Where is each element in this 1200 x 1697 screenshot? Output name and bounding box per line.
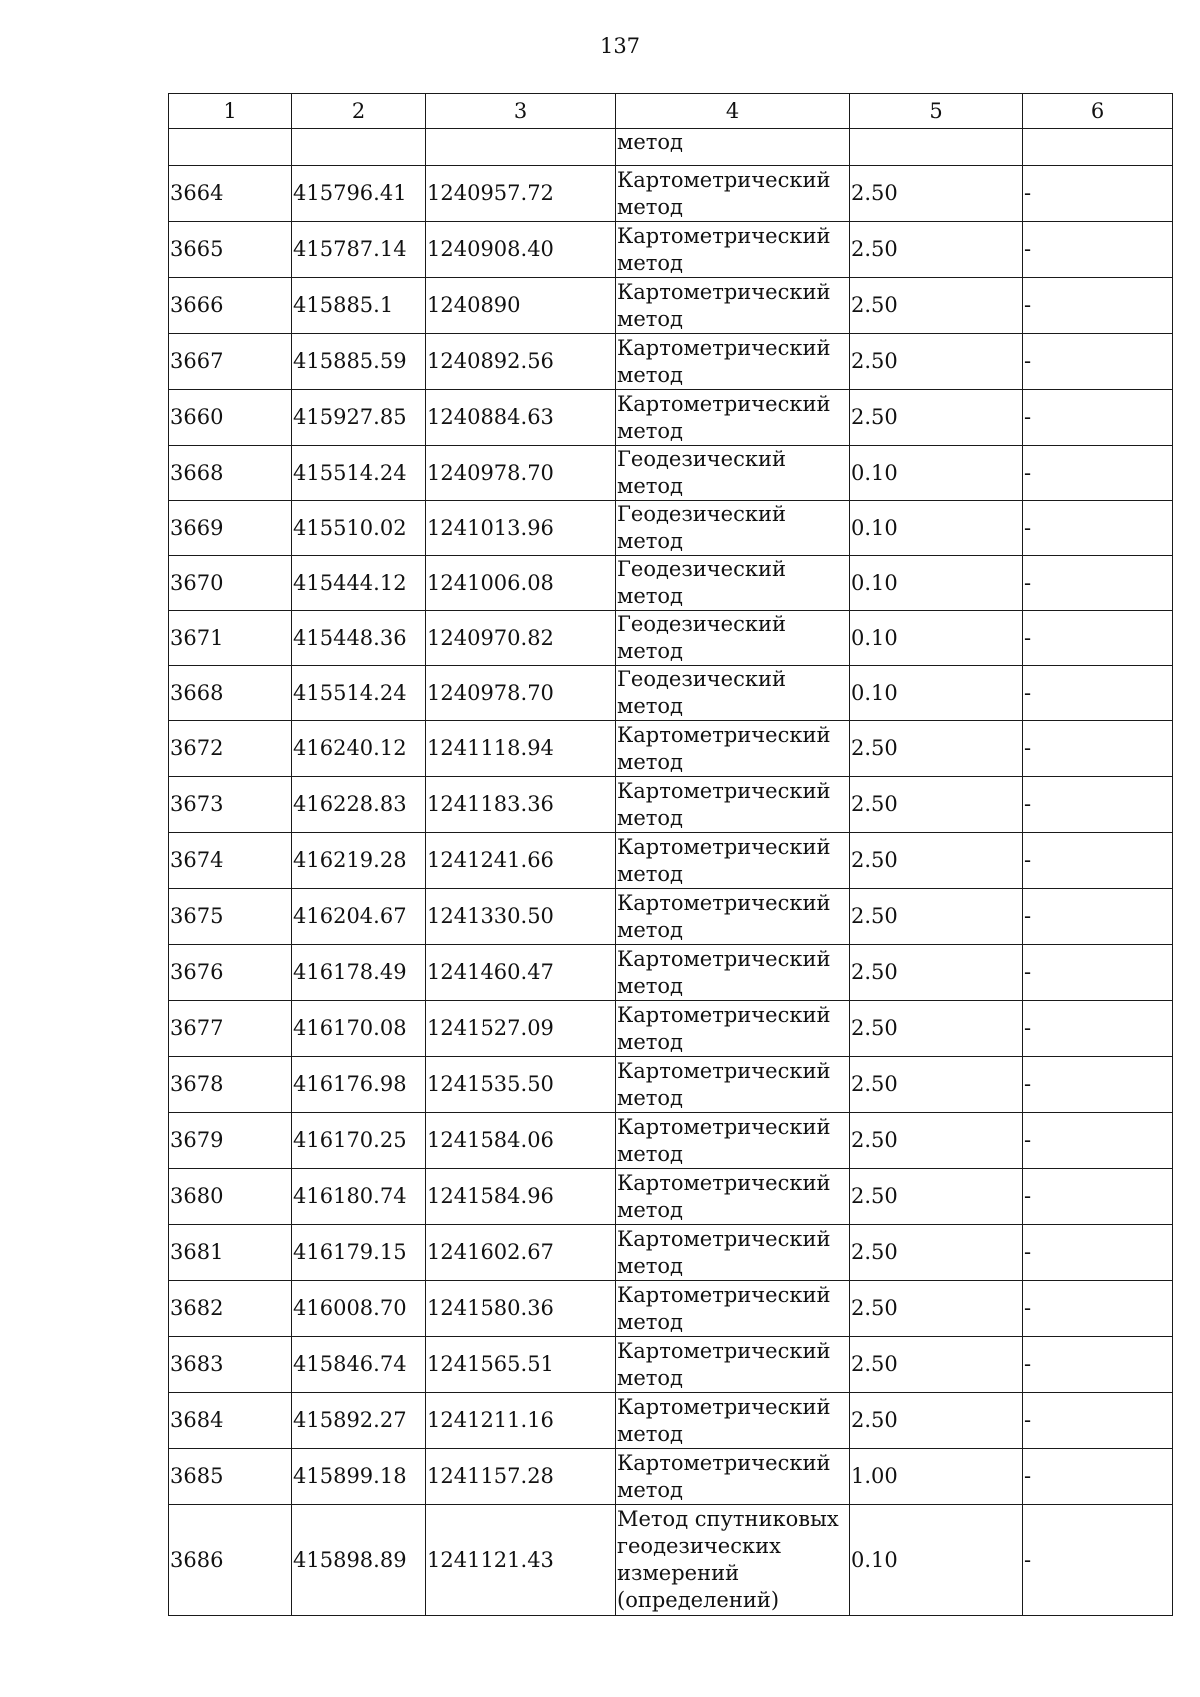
table-row <box>169 390 1173 446</box>
cell-x: 415514.24 <box>292 666 426 721</box>
cell-point-number: 3666 <box>169 278 292 334</box>
cell-y: 1240884.63 <box>426 390 616 446</box>
cell-method: Геодезический метод <box>616 446 850 501</box>
cell-accuracy: 2.50 <box>850 889 1023 945</box>
column-header: 5 <box>850 94 1023 129</box>
cell-method: Картометрический метод <box>616 1169 850 1225</box>
cell-method: Картометрический метод <box>616 1057 850 1113</box>
cell-accuracy: 2.50 <box>850 777 1023 833</box>
cell-method: Картометрический метод <box>616 166 850 222</box>
cell-point-number: 3664 <box>169 166 292 222</box>
cell-accuracy: 2.50 <box>850 721 1023 777</box>
cell-x: 415899.18 <box>292 1449 426 1505</box>
table-row <box>169 222 1173 278</box>
cell-note: - <box>1023 1113 1173 1169</box>
cell-point-number: 3673 <box>169 777 292 833</box>
cell-note: - <box>1023 166 1173 222</box>
cell-method: Картометрический метод <box>616 1281 850 1337</box>
cell-x: 415846.74 <box>292 1337 426 1393</box>
table-row <box>169 721 1173 777</box>
table-row <box>169 611 1173 666</box>
table-row <box>169 1393 1173 1449</box>
table-row <box>169 334 1173 390</box>
cell-x: 416170.25 <box>292 1113 426 1169</box>
cell-point-number: 3678 <box>169 1057 292 1113</box>
cell-x: 416180.74 <box>292 1169 426 1225</box>
cell-note: - <box>1023 556 1173 611</box>
cell-y: 1241241.66 <box>426 833 616 889</box>
cell-point-number: 3667 <box>169 334 292 390</box>
cell-note: - <box>1023 1057 1173 1113</box>
cell-method: Картометрический метод <box>616 889 850 945</box>
cell-accuracy: 2.50 <box>850 1001 1023 1057</box>
table-row <box>169 1449 1173 1505</box>
cell-accuracy: 0.10 <box>850 446 1023 501</box>
cell-accuracy: 2.50 <box>850 1393 1023 1449</box>
cell-method: Картометрический метод <box>616 1001 850 1057</box>
cell-method: метод <box>616 129 850 166</box>
cell-method: Геодезический метод <box>616 611 850 666</box>
column-header: 1 <box>169 94 292 129</box>
cell-y: 1241330.50 <box>426 889 616 945</box>
cell-method: Картометрический метод <box>616 721 850 777</box>
cell-method: Картометрический метод <box>616 390 850 446</box>
cell-accuracy: 0.10 <box>850 501 1023 556</box>
cell-note: - <box>1023 721 1173 777</box>
cell-y: 1241013.96 <box>426 501 616 556</box>
cell-note: - <box>1023 889 1173 945</box>
cell-point-number: 3680 <box>169 1169 292 1225</box>
cell-x: 415927.85 <box>292 390 426 446</box>
cell-method: Картометрический метод <box>616 1337 850 1393</box>
cell-accuracy: 2.50 <box>850 1113 1023 1169</box>
cell-x: 416178.49 <box>292 945 426 1001</box>
cell-accuracy: 0.10 <box>850 1505 1023 1616</box>
cell-accuracy: 0.10 <box>850 666 1023 721</box>
table-row <box>169 945 1173 1001</box>
cell-accuracy: 2.50 <box>850 1225 1023 1281</box>
cell-x: 416170.08 <box>292 1001 426 1057</box>
cell-y: 1241580.36 <box>426 1281 616 1337</box>
table-row <box>169 889 1173 945</box>
table-row <box>169 1001 1173 1057</box>
cell-y: 1241118.94 <box>426 721 616 777</box>
cell-point-number <box>169 129 292 166</box>
cell-method: Метод спутниковых геодезических измерений (определений) <box>616 1505 850 1616</box>
cell-y: 1241584.06 <box>426 1113 616 1169</box>
column-header: 4 <box>616 94 850 129</box>
cell-note: - <box>1023 1505 1173 1616</box>
cell-x <box>292 129 426 166</box>
cell-note: - <box>1023 334 1173 390</box>
cell-note: - <box>1023 501 1173 556</box>
cell-accuracy: 2.50 <box>850 334 1023 390</box>
cell-x: 416008.70 <box>292 1281 426 1337</box>
cell-x: 415444.12 <box>292 556 426 611</box>
table-row <box>169 833 1173 889</box>
cell-x: 416240.12 <box>292 721 426 777</box>
cell-accuracy <box>850 129 1023 166</box>
cell-note: - <box>1023 1225 1173 1281</box>
column-header: 6 <box>1023 94 1173 129</box>
cell-point-number: 3671 <box>169 611 292 666</box>
cell-y: 1241183.36 <box>426 777 616 833</box>
cell-y: 1241527.09 <box>426 1001 616 1057</box>
continuation-row <box>169 129 1173 166</box>
cell-y: 1241006.08 <box>426 556 616 611</box>
cell-y: 1240957.72 <box>426 166 616 222</box>
cell-accuracy: 2.50 <box>850 278 1023 334</box>
cell-method: Картометрический метод <box>616 1225 850 1281</box>
cell-x: 415514.24 <box>292 446 426 501</box>
page-number: 137 <box>599 34 641 58</box>
cell-accuracy: 0.10 <box>850 556 1023 611</box>
cell-y: 1241211.16 <box>426 1393 616 1449</box>
cell-y: 1240892.56 <box>426 334 616 390</box>
cell-accuracy: 2.50 <box>850 1337 1023 1393</box>
cell-x: 416228.83 <box>292 777 426 833</box>
table-row <box>169 1169 1173 1225</box>
cell-point-number: 3679 <box>169 1113 292 1169</box>
cell-method: Картометрический метод <box>616 1393 850 1449</box>
cell-accuracy: 2.50 <box>850 1169 1023 1225</box>
table-row <box>169 278 1173 334</box>
cell-y: 1240908.40 <box>426 222 616 278</box>
cell-note <box>1023 129 1173 166</box>
cell-y: 1241602.67 <box>426 1225 616 1281</box>
cell-point-number: 3685 <box>169 1449 292 1505</box>
table-row <box>169 1505 1173 1616</box>
table-body <box>169 129 1173 1616</box>
cell-note: - <box>1023 1001 1173 1057</box>
cell-x: 416204.67 <box>292 889 426 945</box>
cell-note: - <box>1023 945 1173 1001</box>
cell-y: 1240890 <box>426 278 616 334</box>
table-row <box>169 446 1173 501</box>
cell-y: 1241535.50 <box>426 1057 616 1113</box>
cell-point-number: 3670 <box>169 556 292 611</box>
cell-x: 415796.41 <box>292 166 426 222</box>
cell-accuracy: 1.00 <box>850 1449 1023 1505</box>
cell-x: 415885.1 <box>292 278 426 334</box>
cell-method: Геодезический метод <box>616 501 850 556</box>
cell-point-number: 3675 <box>169 889 292 945</box>
table-row <box>169 1113 1173 1169</box>
cell-point-number: 3668 <box>169 666 292 721</box>
cell-method: Картометрический метод <box>616 222 850 278</box>
cell-x: 415448.36 <box>292 611 426 666</box>
cell-method: Картометрический метод <box>616 833 850 889</box>
cell-x: 415892.27 <box>292 1393 426 1449</box>
cell-note: - <box>1023 278 1173 334</box>
cell-method: Картометрический метод <box>616 334 850 390</box>
cell-accuracy: 2.50 <box>850 1057 1023 1113</box>
cell-y: 1241565.51 <box>426 1337 616 1393</box>
cell-point-number: 3684 <box>169 1393 292 1449</box>
cell-y: 1240970.82 <box>426 611 616 666</box>
cell-point-number: 3676 <box>169 945 292 1001</box>
table-row <box>169 666 1173 721</box>
table-row <box>169 1225 1173 1281</box>
cell-point-number: 3686 <box>169 1505 292 1616</box>
column-header: 2 <box>292 94 426 129</box>
coordinates-table <box>168 93 1173 1616</box>
cell-accuracy: 2.50 <box>850 833 1023 889</box>
cell-x: 415510.02 <box>292 501 426 556</box>
cell-point-number: 3665 <box>169 222 292 278</box>
table-row <box>169 1057 1173 1113</box>
cell-method: Картометрический метод <box>616 1449 850 1505</box>
cell-note: - <box>1023 1169 1173 1225</box>
cell-x: 415787.14 <box>292 222 426 278</box>
cell-y: 1241460.47 <box>426 945 616 1001</box>
cell-x: 416219.28 <box>292 833 426 889</box>
cell-x: 416179.15 <box>292 1225 426 1281</box>
cell-note: - <box>1023 666 1173 721</box>
cell-note: - <box>1023 611 1173 666</box>
cell-point-number: 3668 <box>169 446 292 501</box>
table-row <box>169 1337 1173 1393</box>
cell-point-number: 3672 <box>169 721 292 777</box>
table-row <box>169 501 1173 556</box>
cell-accuracy: 2.50 <box>850 166 1023 222</box>
cell-accuracy: 2.50 <box>850 945 1023 1001</box>
cell-note: - <box>1023 446 1173 501</box>
cell-note: - <box>1023 1281 1173 1337</box>
cell-x: 415898.89 <box>292 1505 426 1616</box>
cell-note: - <box>1023 390 1173 446</box>
cell-x: 415885.59 <box>292 334 426 390</box>
cell-point-number: 3683 <box>169 1337 292 1393</box>
cell-method: Картометрический метод <box>616 1113 850 1169</box>
cell-method: Геодезический метод <box>616 666 850 721</box>
cell-point-number: 3681 <box>169 1225 292 1281</box>
column-header: 3 <box>426 94 616 129</box>
cell-note: - <box>1023 1393 1173 1449</box>
cell-y: 1241121.43 <box>426 1505 616 1616</box>
cell-method: Картометрический метод <box>616 278 850 334</box>
cell-note: - <box>1023 222 1173 278</box>
table-row <box>169 556 1173 611</box>
cell-note: - <box>1023 1337 1173 1393</box>
cell-y: 1240978.70 <box>426 446 616 501</box>
table-row <box>169 777 1173 833</box>
cell-point-number: 3677 <box>169 1001 292 1057</box>
cell-method: Картометрический метод <box>616 945 850 1001</box>
cell-point-number: 3682 <box>169 1281 292 1337</box>
header-row <box>169 94 1173 129</box>
cell-point-number: 3669 <box>169 501 292 556</box>
cell-accuracy: 2.50 <box>850 1281 1023 1337</box>
cell-method: Картометрический метод <box>616 777 850 833</box>
cell-accuracy: 2.50 <box>850 390 1023 446</box>
cell-method: Геодезический метод <box>616 556 850 611</box>
table-header <box>169 94 1173 129</box>
cell-y <box>426 129 616 166</box>
cell-note: - <box>1023 833 1173 889</box>
cell-y: 1241584.96 <box>426 1169 616 1225</box>
cell-note: - <box>1023 1449 1173 1505</box>
cell-accuracy: 2.50 <box>850 222 1023 278</box>
cell-note: - <box>1023 777 1173 833</box>
table-row <box>169 166 1173 222</box>
cell-x: 416176.98 <box>292 1057 426 1113</box>
cell-accuracy: 0.10 <box>850 611 1023 666</box>
cell-point-number: 3674 <box>169 833 292 889</box>
table-row <box>169 1281 1173 1337</box>
cell-point-number: 3660 <box>169 390 292 446</box>
cell-y: 1241157.28 <box>426 1449 616 1505</box>
cell-y: 1240978.70 <box>426 666 616 721</box>
